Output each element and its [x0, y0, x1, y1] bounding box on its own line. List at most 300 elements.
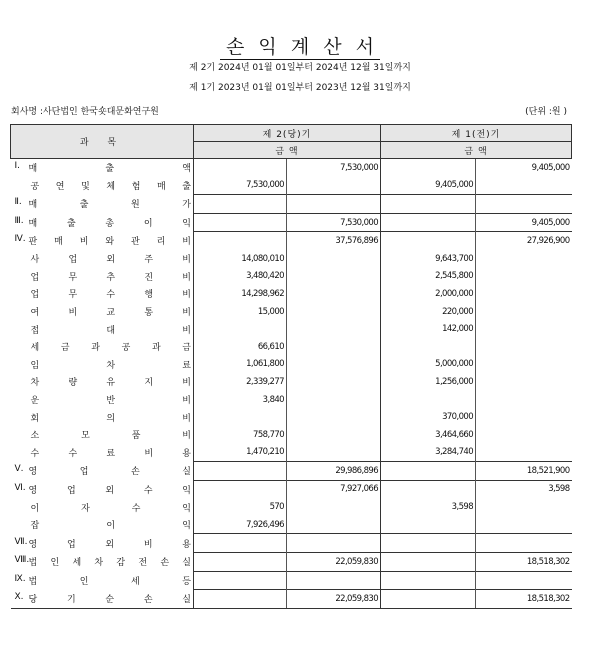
amount-cell: [194, 534, 287, 553]
row-label: [31, 446, 192, 459]
amount-cell: [287, 444, 381, 462]
amount-cell: [476, 320, 572, 338]
amount-cell: [476, 391, 572, 409]
amount-cell: [287, 571, 381, 590]
label-char: 실: [182, 558, 191, 569]
amount-cell: 27,926,900: [476, 232, 572, 250]
statement-row: [11, 408, 572, 426]
label-char: 비: [182, 378, 191, 389]
amount-cell: 7,530,000: [287, 213, 381, 232]
label-char: 실: [182, 467, 191, 478]
amount-cell: 7,927,066: [287, 480, 381, 498]
statement-row: [11, 590, 572, 609]
unit-label: (단위 :원 ): [525, 107, 567, 117]
row-label: [31, 375, 192, 388]
amount-cell: [194, 232, 287, 250]
amount-cell: [381, 553, 476, 572]
amount-cell: [287, 356, 381, 374]
label-char: 손: [131, 467, 140, 478]
label-char: 소: [30, 431, 40, 442]
roman-numeral: Ⅱ.: [14, 197, 22, 208]
roman-numeral: Ⅴ.: [14, 464, 24, 475]
label-char: 순: [105, 595, 115, 606]
amount-cell: [381, 480, 476, 498]
amount-cell: [287, 391, 381, 409]
label-char: 법: [28, 576, 38, 587]
amount-cell: [194, 408, 287, 426]
amount-cell: [194, 195, 287, 214]
amount-cell: [476, 285, 572, 303]
label-char: 매: [54, 237, 63, 248]
label-char: 액: [182, 164, 191, 175]
label-char: 등: [182, 576, 191, 587]
label-char: 이: [30, 503, 40, 514]
label-char: 금: [182, 343, 191, 354]
amount-cell: [287, 516, 381, 534]
amount-cell: [287, 408, 381, 426]
row-label-cell: [11, 498, 194, 516]
label-char: 비: [182, 290, 191, 301]
row-label: [31, 501, 192, 514]
row-label-cell: [11, 571, 194, 590]
label-char: 매: [28, 219, 38, 230]
label-char: 판: [28, 237, 38, 248]
label-char: 영: [28, 539, 38, 550]
label-char: 출: [105, 164, 115, 175]
label-char: 인: [50, 558, 60, 569]
label-char: 지: [144, 378, 154, 389]
label-char: 업: [79, 467, 89, 478]
row-label-cell: [11, 268, 194, 286]
row-label-cell: [11, 159, 194, 177]
statement-row: [11, 553, 572, 572]
amount-cell: [381, 195, 476, 214]
amount-cell: [476, 268, 572, 286]
amount-cell: [381, 213, 476, 232]
label-char: 비: [182, 396, 191, 407]
row-label-cell: [11, 232, 194, 250]
row-label: [29, 161, 192, 174]
row-label-cell: [11, 480, 194, 498]
statement-row: [11, 426, 572, 444]
current-period-header: 제 2(당)기: [194, 125, 381, 142]
label-char: 비: [182, 237, 191, 248]
label-char: 출: [66, 219, 76, 230]
amount-cell: [194, 590, 287, 609]
label-char: 익: [182, 485, 191, 496]
label-char: 여: [30, 308, 40, 319]
row-label-cell: [11, 516, 194, 534]
roman-numeral: Ⅰ.: [14, 161, 21, 172]
label-char: 비: [182, 272, 191, 283]
label-char: 영: [28, 485, 38, 496]
amount-cell: [381, 571, 476, 590]
amount-cell: [194, 320, 287, 338]
amount-cell: [194, 213, 287, 232]
amount-cell: [381, 159, 476, 177]
label-char: 차: [106, 360, 116, 371]
label-char: 주: [144, 255, 154, 266]
row-label-cell: [11, 426, 194, 444]
row-label-cell: [11, 553, 194, 572]
label-char: 출: [79, 200, 89, 211]
label-char: 사: [30, 255, 40, 266]
amount-cell: [476, 356, 572, 374]
label-char: 총: [105, 219, 115, 230]
amount-cell: 9,405,000: [476, 159, 572, 177]
label-char: 출: [182, 182, 191, 193]
label-char: 반: [106, 396, 116, 407]
amount-cell: 3,480,420: [194, 268, 287, 286]
statement-row: [11, 250, 572, 268]
label-char: 인: [79, 576, 89, 587]
label-char: 업: [68, 255, 78, 266]
label-char: 차: [94, 558, 104, 569]
amount-cell: [476, 373, 572, 391]
label-char: 진: [144, 272, 154, 283]
label-char: 수: [143, 485, 153, 496]
amount-cell: 18,521,900: [476, 462, 572, 481]
amount-cell: 2,545,800: [381, 268, 476, 286]
row-label: [31, 340, 192, 353]
label-char: 연: [55, 182, 65, 193]
statement-row: [11, 534, 572, 553]
label-char: 잡: [30, 521, 40, 532]
label-char: 매: [28, 164, 38, 175]
amount-cell: [287, 250, 381, 268]
statement-row: [11, 391, 572, 409]
label-char: 외: [105, 539, 115, 550]
row-label-cell: [11, 320, 194, 338]
label-char: 원: [131, 200, 140, 211]
amount-cell: 3,284,740: [381, 444, 476, 462]
row-label: [31, 518, 192, 531]
row-label: [31, 252, 192, 265]
label-char: 용: [182, 449, 191, 460]
amount-cell: [287, 498, 381, 516]
label-char: 관: [131, 237, 140, 248]
row-label-cell: [11, 444, 194, 462]
row-label-cell: [11, 373, 194, 391]
amount-cell: 29,986,896: [287, 462, 381, 481]
amount-cell: 37,576,896: [287, 232, 381, 250]
amount-cell: [381, 516, 476, 534]
row-label-cell: [11, 534, 194, 553]
row-label: [29, 197, 192, 210]
amount-cell: [287, 426, 381, 444]
amount-cell: [287, 534, 381, 553]
label-char: 익: [182, 503, 191, 514]
row-label: [31, 428, 192, 441]
statement-row: [11, 232, 572, 250]
label-char: 비: [144, 449, 154, 460]
statement-row: [11, 159, 572, 177]
label-char: 비: [182, 413, 191, 424]
label-char: 의: [106, 413, 116, 424]
statement-row: [11, 462, 572, 481]
label-char: 행: [144, 290, 154, 301]
statement-row: [11, 516, 572, 534]
row-label-cell: [11, 303, 194, 321]
amount-cell: 18,518,302: [476, 590, 572, 609]
label-char: 무: [68, 272, 78, 283]
amount-cell: [381, 391, 476, 409]
label-char: 접: [30, 325, 40, 336]
label-char: 료: [182, 360, 191, 371]
label-char: 비: [79, 237, 89, 248]
amount-cell: [381, 338, 476, 356]
label-char: 외: [106, 255, 116, 266]
amount-cell: 7,530,000: [287, 159, 381, 177]
statement-row: [11, 356, 572, 374]
row-label: [29, 216, 192, 229]
row-label-cell: [11, 250, 194, 268]
row-label: [29, 234, 192, 247]
row-label: [31, 305, 192, 318]
label-char: 이: [106, 521, 116, 532]
amount-cell: 7,926,496: [194, 516, 287, 534]
label-char: 업: [66, 539, 76, 550]
amount-cell: [476, 444, 572, 462]
amount-cell: [287, 303, 381, 321]
label-char: 공: [30, 182, 40, 193]
label-char: 험: [131, 182, 141, 193]
amount-cell: 570: [194, 498, 287, 516]
row-label-cell: [11, 462, 194, 481]
label-char: 수: [30, 449, 40, 460]
amount-cell: 2,000,000: [381, 285, 476, 303]
row-label: [31, 287, 192, 300]
amount-cell: [476, 195, 572, 214]
roman-numeral: Ⅵ.: [14, 482, 26, 493]
amount-cell: [287, 177, 381, 195]
amount-cell: [476, 408, 572, 426]
amount-cell: 758,770: [194, 426, 287, 444]
row-label: [31, 179, 192, 192]
row-label: [29, 592, 192, 605]
label-char: 수: [68, 449, 78, 460]
label-char: 기: [66, 595, 76, 606]
label-char: 모: [81, 431, 90, 442]
row-label-cell: [11, 338, 194, 356]
label-char: 운: [30, 396, 40, 407]
label-char: 손: [160, 558, 170, 569]
amount-cell: [287, 268, 381, 286]
label-char: 수: [106, 290, 116, 301]
label-char: 이: [143, 219, 153, 230]
label-char: 업: [30, 290, 40, 301]
roman-numeral: Ⅳ.: [14, 234, 26, 245]
label-char: 임: [30, 360, 40, 371]
amount-cell: [287, 373, 381, 391]
amount-cell: [476, 426, 572, 444]
row-label-cell: [11, 195, 194, 214]
amount-cell: 5,000,000: [381, 356, 476, 374]
label-char: 매: [156, 182, 166, 193]
amount-cell: [476, 571, 572, 590]
label-char: 비: [182, 325, 191, 336]
amount-cell: 9,405,000: [476, 213, 572, 232]
amount-cell: [287, 320, 381, 338]
row-label-cell: [11, 590, 194, 609]
row-label: [29, 537, 192, 550]
roman-numeral: Ⅶ.: [14, 536, 28, 547]
label-char: 무: [68, 290, 78, 301]
label-char: 리: [156, 237, 166, 248]
label-char: 및: [81, 182, 90, 193]
label-char: 통: [144, 308, 154, 319]
label-char: 교: [106, 308, 116, 319]
label-char: 와: [105, 237, 115, 248]
label-char: 가: [182, 200, 191, 211]
statement-row: [11, 303, 572, 321]
row-label: [29, 574, 192, 587]
row-label: [31, 270, 192, 283]
amount-cell: 66,610: [194, 338, 287, 356]
label-char: 추: [106, 272, 116, 283]
row-label-cell: [11, 408, 194, 426]
amount-cell: 370,000: [381, 408, 476, 426]
amount-cell: [194, 462, 287, 481]
statement-row: [11, 213, 572, 232]
company-name: 회사명 :사단법인 한국숏대문화연구원: [11, 107, 159, 117]
row-label-cell: [11, 213, 194, 232]
label-char: 비: [182, 255, 191, 266]
label-char: 법: [28, 558, 38, 569]
label-char: 당: [28, 595, 38, 606]
amount-cell: 2,339,277: [194, 373, 287, 391]
amount-cell: 22,059,830: [287, 590, 381, 609]
label-char: 차: [30, 378, 40, 389]
amount-cell: 15,000: [194, 303, 287, 321]
amount-cell: 7,530,000: [194, 177, 287, 195]
amount-cell: [381, 232, 476, 250]
prior-period-header: 제 1(전)기: [381, 125, 572, 142]
amount-cell: 142,000: [381, 320, 476, 338]
label-char: 수: [131, 503, 141, 514]
amount-cell: 1,470,210: [194, 444, 287, 462]
amount-cell: [476, 498, 572, 516]
label-char: 자: [81, 503, 90, 514]
label-char: 과: [151, 343, 161, 354]
income-statement-table: [10, 124, 572, 609]
label-char: 공: [121, 343, 131, 354]
current-amount-header: 금 액: [194, 142, 381, 159]
amount-cell: [287, 195, 381, 214]
statement-row: [11, 338, 572, 356]
amount-cell: [476, 177, 572, 195]
amount-cell: 14,298,962: [194, 285, 287, 303]
label-char: 비: [68, 308, 78, 319]
label-char: 업: [66, 485, 76, 496]
label-char: 매: [28, 200, 38, 211]
label-char: 비: [143, 539, 153, 550]
row-label: [31, 323, 192, 336]
roman-numeral: Ⅲ.: [14, 216, 24, 227]
amount-cell: [194, 480, 287, 498]
amount-cell: [194, 571, 287, 590]
label-char: 업: [30, 272, 40, 283]
amount-cell: 3,598: [476, 480, 572, 498]
roman-numeral: Ⅷ.: [14, 555, 30, 566]
amount-cell: [287, 338, 381, 356]
label-char: 전: [138, 558, 148, 569]
roman-numeral: Ⅸ.: [14, 573, 26, 584]
label-char: 세: [72, 558, 82, 569]
row-label-cell: [11, 391, 194, 409]
label-char: 품: [131, 431, 141, 442]
label-char: 실: [182, 595, 191, 606]
amount-cell: [287, 285, 381, 303]
statement-row: [11, 498, 572, 516]
label-char: 대: [106, 325, 116, 336]
statement-row: [11, 480, 572, 498]
row-label: [31, 411, 192, 424]
amount-cell: 22,059,830: [287, 553, 381, 572]
label-char: 과: [91, 343, 100, 354]
amount-cell: [476, 516, 572, 534]
amount-cell: [476, 303, 572, 321]
amount-cell: 3,464,660: [381, 426, 476, 444]
label-char: 용: [182, 539, 191, 550]
prior-period: 제 1기 2023년 01월 01일부터 2023년 12월 31일까지: [189, 83, 411, 93]
statement-row: [11, 195, 572, 214]
label-char: 손: [143, 595, 153, 606]
label-char: 영: [28, 467, 38, 478]
amount-cell: [381, 590, 476, 609]
row-label-cell: [11, 356, 194, 374]
amount-cell: [476, 250, 572, 268]
label-char: 유: [106, 378, 116, 389]
amount-cell: 3,840: [194, 391, 287, 409]
row-label-cell: [11, 285, 194, 303]
statement-row: [11, 571, 572, 590]
statement-row: [11, 373, 572, 391]
statement-row: [11, 177, 572, 195]
amount-cell: 1,061,800: [194, 356, 287, 374]
row-label: [29, 464, 192, 477]
roman-numeral: Ⅹ.: [14, 592, 24, 603]
label-char: 세: [30, 343, 40, 354]
subject-header: 과 목: [11, 125, 194, 159]
amount-cell: [194, 553, 287, 572]
amount-cell: 1,256,000: [381, 373, 476, 391]
amount-cell: 3,598: [381, 498, 476, 516]
amount-cell: 18,518,302: [476, 553, 572, 572]
row-label: [29, 555, 192, 568]
label-char: 비: [182, 308, 191, 319]
prior-amount-header: 금 액: [381, 142, 572, 159]
amount-cell: [476, 338, 572, 356]
label-char: 량: [68, 378, 78, 389]
amount-cell: [476, 534, 572, 553]
row-label: [31, 393, 192, 406]
amount-cell: [194, 159, 287, 177]
statement-title: 손 익 계 산 서: [0, 32, 600, 59]
label-char: 비: [182, 431, 191, 442]
amount-cell: 9,643,700: [381, 250, 476, 268]
statement-row: [11, 268, 572, 286]
label-char: 익: [182, 521, 191, 532]
amount-cell: 14,080,010: [194, 250, 287, 268]
statement-row: [11, 444, 572, 462]
statement-row: [11, 285, 572, 303]
label-char: 회: [30, 413, 40, 424]
label-char: 료: [106, 449, 116, 460]
amount-cell: [381, 534, 476, 553]
label-char: 외: [105, 485, 115, 496]
row-label: [29, 483, 192, 496]
